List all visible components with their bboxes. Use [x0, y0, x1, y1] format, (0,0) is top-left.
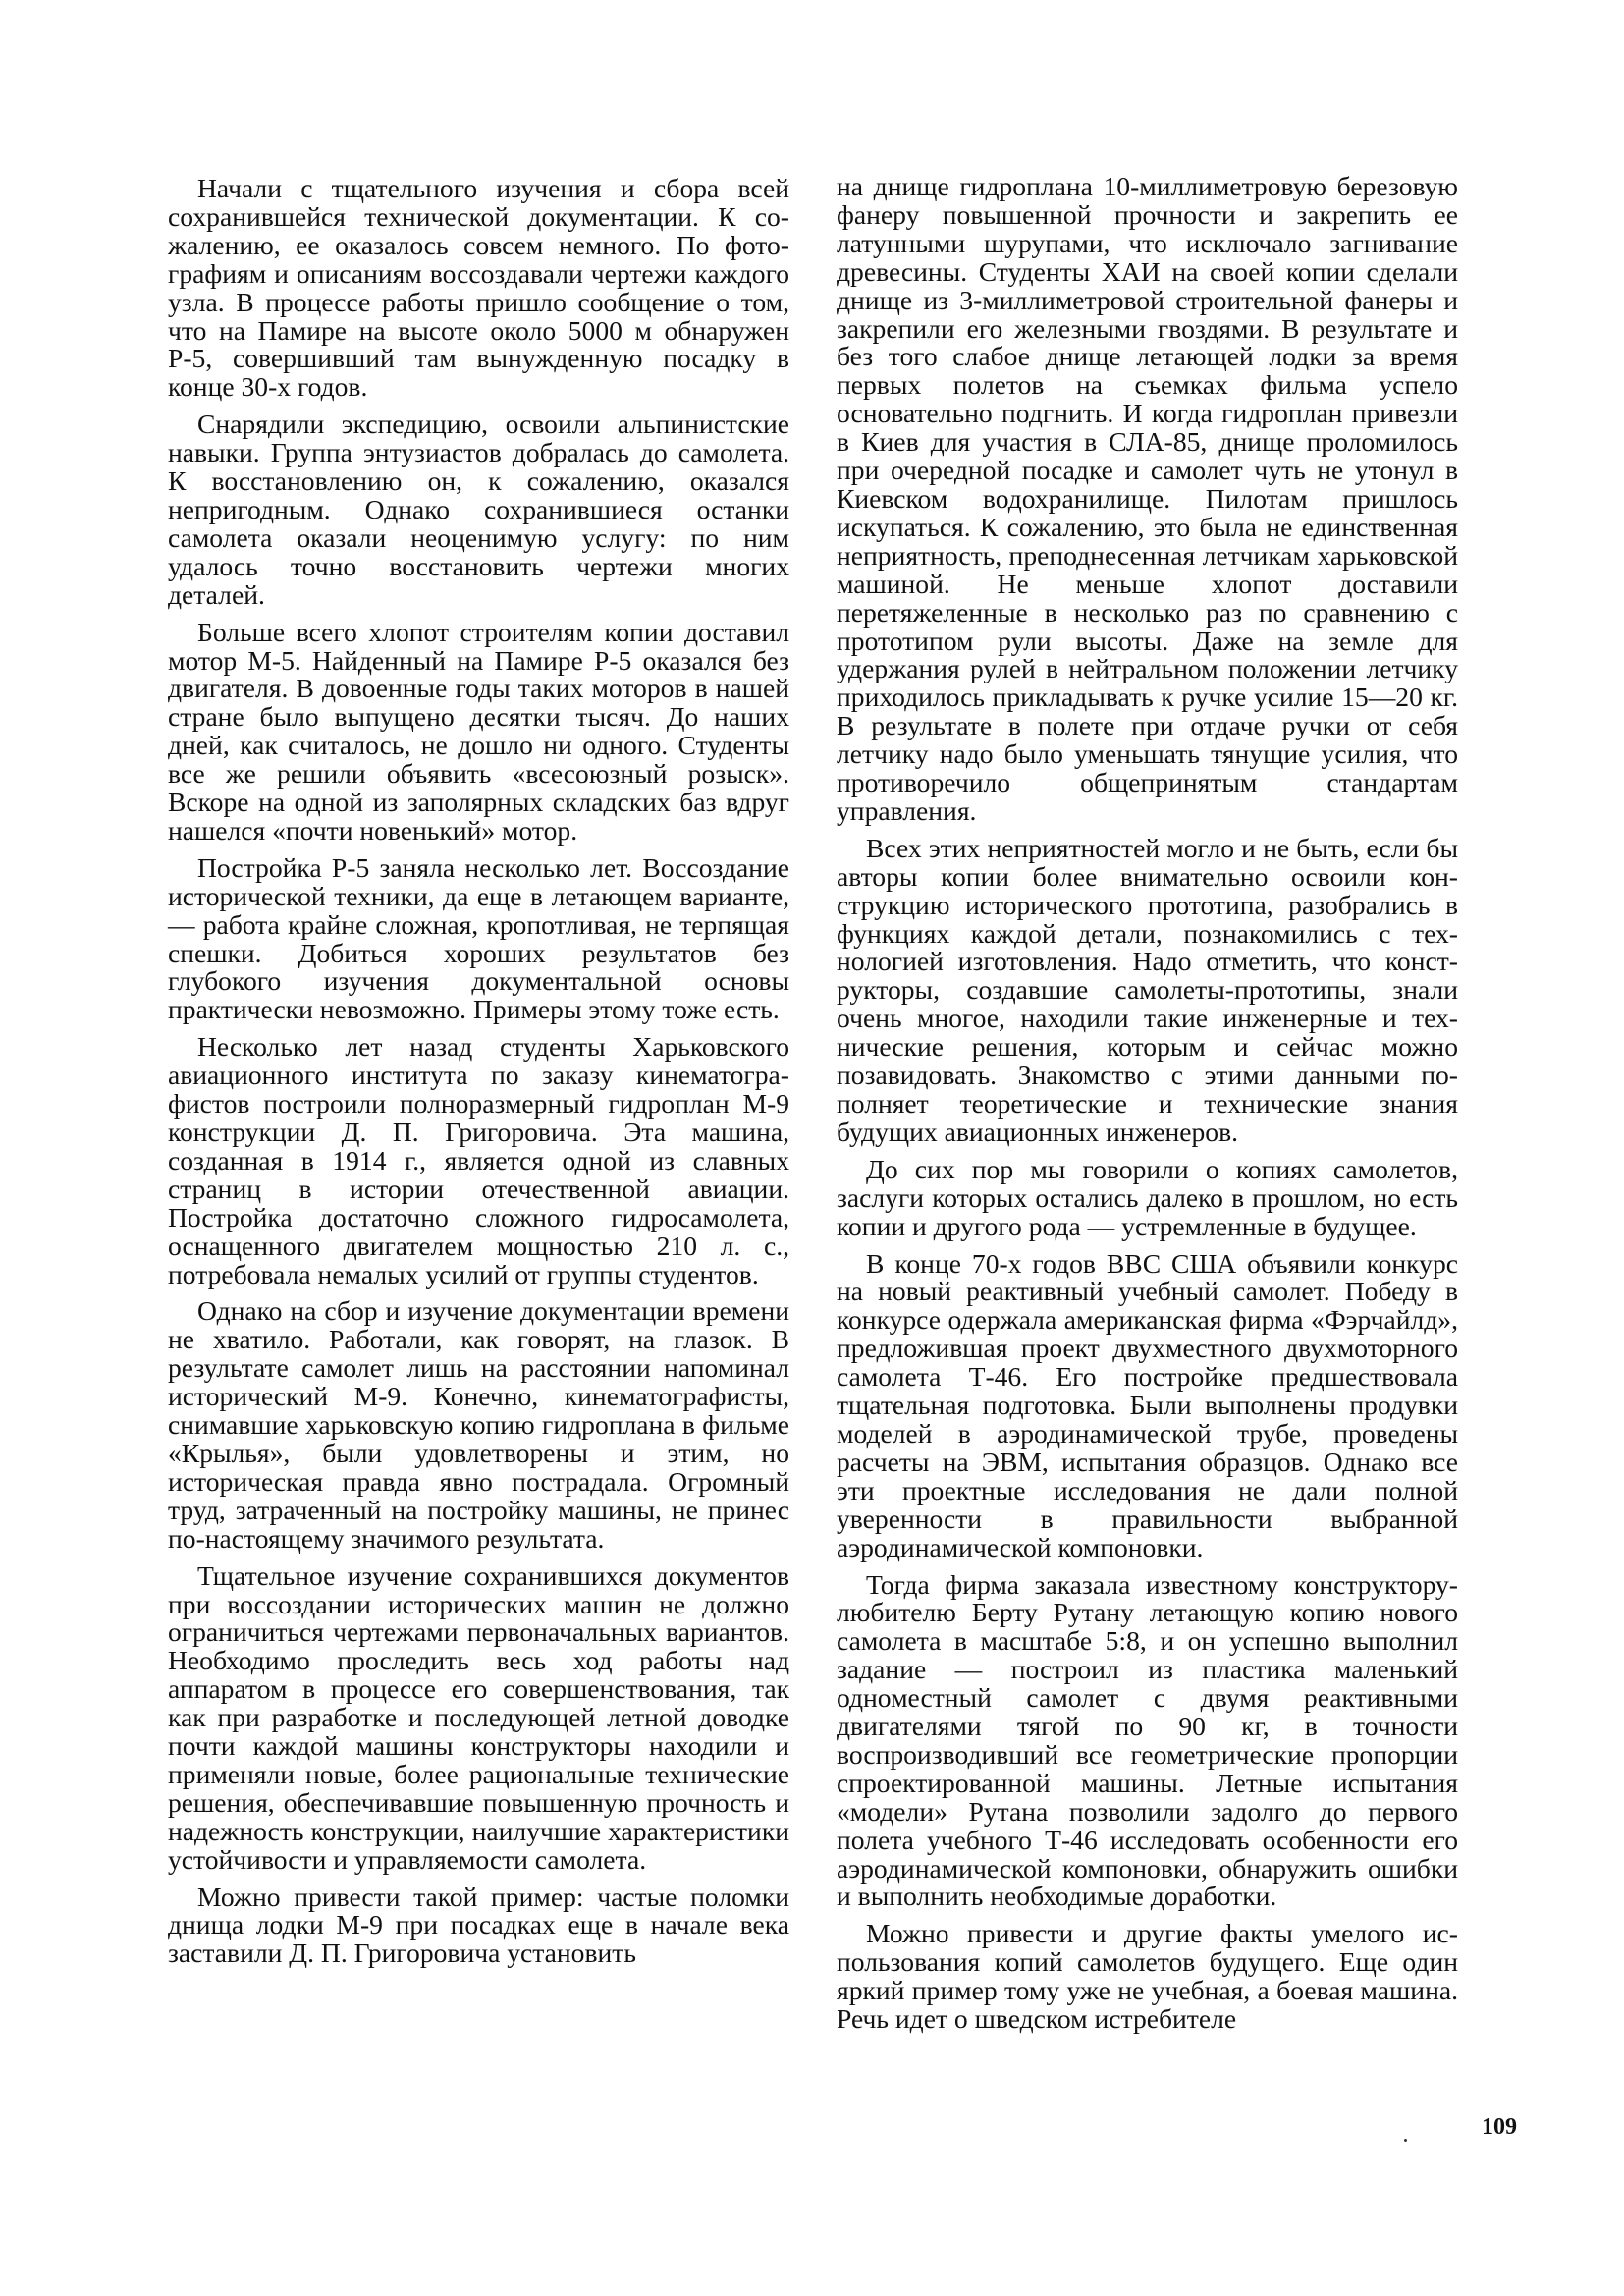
paragraph: Можно привести такой пример: частые поломки днища лодки М-9 при посадках еще в начале века заставили Д. П. Григоровича установить [168, 1881, 789, 1969]
left-text-column [168, 175, 789, 1977]
paragraph: Всех этих неприятностей могло и не быть, если бы авторы копии более внимательно освоили конструкцию исторического прототипа, разобрались в функциях каждой детали, познакомились с технологией изготовления. Надо отметить, что конструкторы, создавшие самолеты-прототипы, знали очень многое, находили такие инженерные и технические решения, которым и сейчас можно позавидовать. Знакомство с этими данными пополняет теоретические и технические знания будущих авиационных инженеров. [837, 832, 1458, 1147]
paragraph: Можно привести и другие факты умелого использования копий самолетов будущего. Еще один яркий пример тому уже не учебная, а боевая машина. Речь идет о шведском истребителе [837, 1918, 1458, 2035]
paragraph: Тогда фирма заказала известному конструктору-любителю Берту Рутану летающую копию нового самолета в масштабе 5:8, и он успешно выполнил задание — построил из пластика маленький одноместный самолет с двумя реактивными двигателями тягой по 90 кг, в точности воспроизводивший все геометрические пропорции спроектированной машины. Летные испытания «модели» Рутана позволили задолго до первого полета учебного Т-46 исследовать особенности его аэродинамической компоновки, обнаружить ошибки и выполнить необходимые доработки. [837, 1568, 1458, 1912]
paragraph: Несколько лет назад студенты Харьковского авиационного института по заказу кинематографистов построили полноразмерный гидроплан М-9 конструкции Д. П. Григоровича. Эта машина, созданная в 1914 г., является одной из славных страниц в истории отечественной авиации. Постройка достаточно сложного гидросамолета, оснащенного двигателем мощностью 210 л. с., потребовала немалых усилий от группы студентов. [168, 1031, 789, 1289]
paragraph-continued: на днище гидроплана 10-миллиметровую березовую фанеру повышенной прочности и закрепить ее латунными шурупами, что исключало загнивание древесины. Студенты ХАИ на своей копии сделали днище из 3-миллиметровой строительной фанеры и закрепили его железными гвоздями. В результате и без того слабое днище летающей лодки за время первых полетов на съемках фильма успело основательно подгнить. И когда гидроплан привезли в Киев для участия в СЛА-85, днище проломилось при очередной посадке и самолет чуть не утонул в Киевском водохранилище. Пилотам пришлось искупаться. К сожалению, это была не единственная неприятность, преподнесенная летчикам харьковской машиной. Не меньше хлопот доставили перетяжеленные в несколько раз по сравнению с прототипом рули высоты. Даже на земле для удержания рулей в нейтральном положении летчику приходилось прикладывать к ручке усилие 15—20 кг. В результате в полете при отдаче ручки от себя летчику надо было уменьшать тянущие усилия, что противоречило общепринятым стандартам управления. [837, 171, 1458, 826]
paragraph: До сих пор мы говорили о копиях самолетов, заслуги которых остались далеко в прошлом, но есть копии и другого рода — устремленные в будущее. [837, 1153, 1458, 1241]
paragraph: Начали с тщательного изучения и сбора всей сохранившейся технической документации. К сожалению, ее оказалось совсем немного. По фотографиям и описаниям воссоздавали чертежи каждого узла. В процессе работы пришло сообщение о том, что на Памире на высоте около 5000 м обнаружен Р-5, совершивший там вынужденную посадку в конце 30-х годов. [168, 173, 789, 403]
paragraph: Однако на сбор и изучение документации времени не хватило. Работали, как говорят, на глазок. В результате самолет лишь на расстоянии напоминал исторический М-9. Конечно, кинематографисты, снимавшие харьковскую копию гидроплана в фильме «Крылья», были удовлетворены и этим, но историческая правда явно пострадала. Огромный труд, затраченный на постройку машины, не принес по-настоящему значимого результата. [168, 1295, 789, 1554]
paragraph: Больше всего хлопот строителям копии доставил мотор М-5. Найденный на Памире Р-5 оказался без двигателя. В довоенные годы таких моторов в нашей стране было выпущено десятки тысяч. До наших дней, как считалось, не дошло ни одного. Студенты все же решили объявить «всесоюзный розыск». Вскоре на одной из заполярных складских баз вдруг нашелся «почти новенький» мотор. [168, 616, 789, 846]
paragraph: Постройка Р-5 заняла несколько лет. Воссоздание исторической техники, да еще в летающем варианте,— работа крайне сложная, кропотливая, не терпящая спешки. Добиться хороших результатов без глубокого изучения документальной основы практически невозможно. Примеры этому тоже есть. [168, 851, 789, 1025]
print-speck [1404, 2139, 1407, 2142]
paragraph: Тщательное изучение сохранившихся документов при воссоздании исторических машин не должно ограничиться чертежами первоначальных вариантов. Необходимо проследить весь ход работы над аппаратом в процессе его совершенствования, так как при разработке и последующей летной доводке почти каждой машины конструкторы находили и применяли новые, более рациональные технические решения, обеспечивавшие повышенную прочность и надежность конструкции, наилучшие характеристики устойчивости и управляемости самолета. [168, 1559, 789, 1875]
page-number: 109 [1482, 2114, 1517, 2140]
right-text-column [837, 173, 1458, 2043]
paragraph: В конце 70-х годов ВВС США объявили конкурс на новый реактивный учебный самолет. Победу в конкурсе одержала американская фирма «Фэрчайлд», предложившая проект двухместного двухмоторного самолета Т-46. Его постройке предшествовала тщательная подготовка. Были выполнены продувки моделей в аэродинамической трубе, проведены расчеты на ЭВМ, испытания образцов. Однако все эти проектные исследования не дали полной уверенности в правильности выбранной аэродинамической компоновки. [837, 1247, 1458, 1562]
paragraph: Снарядили экспедицию, освоили альпинистские навыки. Группа энтузиастов добралась до самолета. К восстановлению он, к сожалению, оказался непригодным. Однако сохранившиеся останки самолета оказали неоценимую услугу: по ним удалось точно восстановить чертежи многих деталей. [168, 409, 789, 610]
